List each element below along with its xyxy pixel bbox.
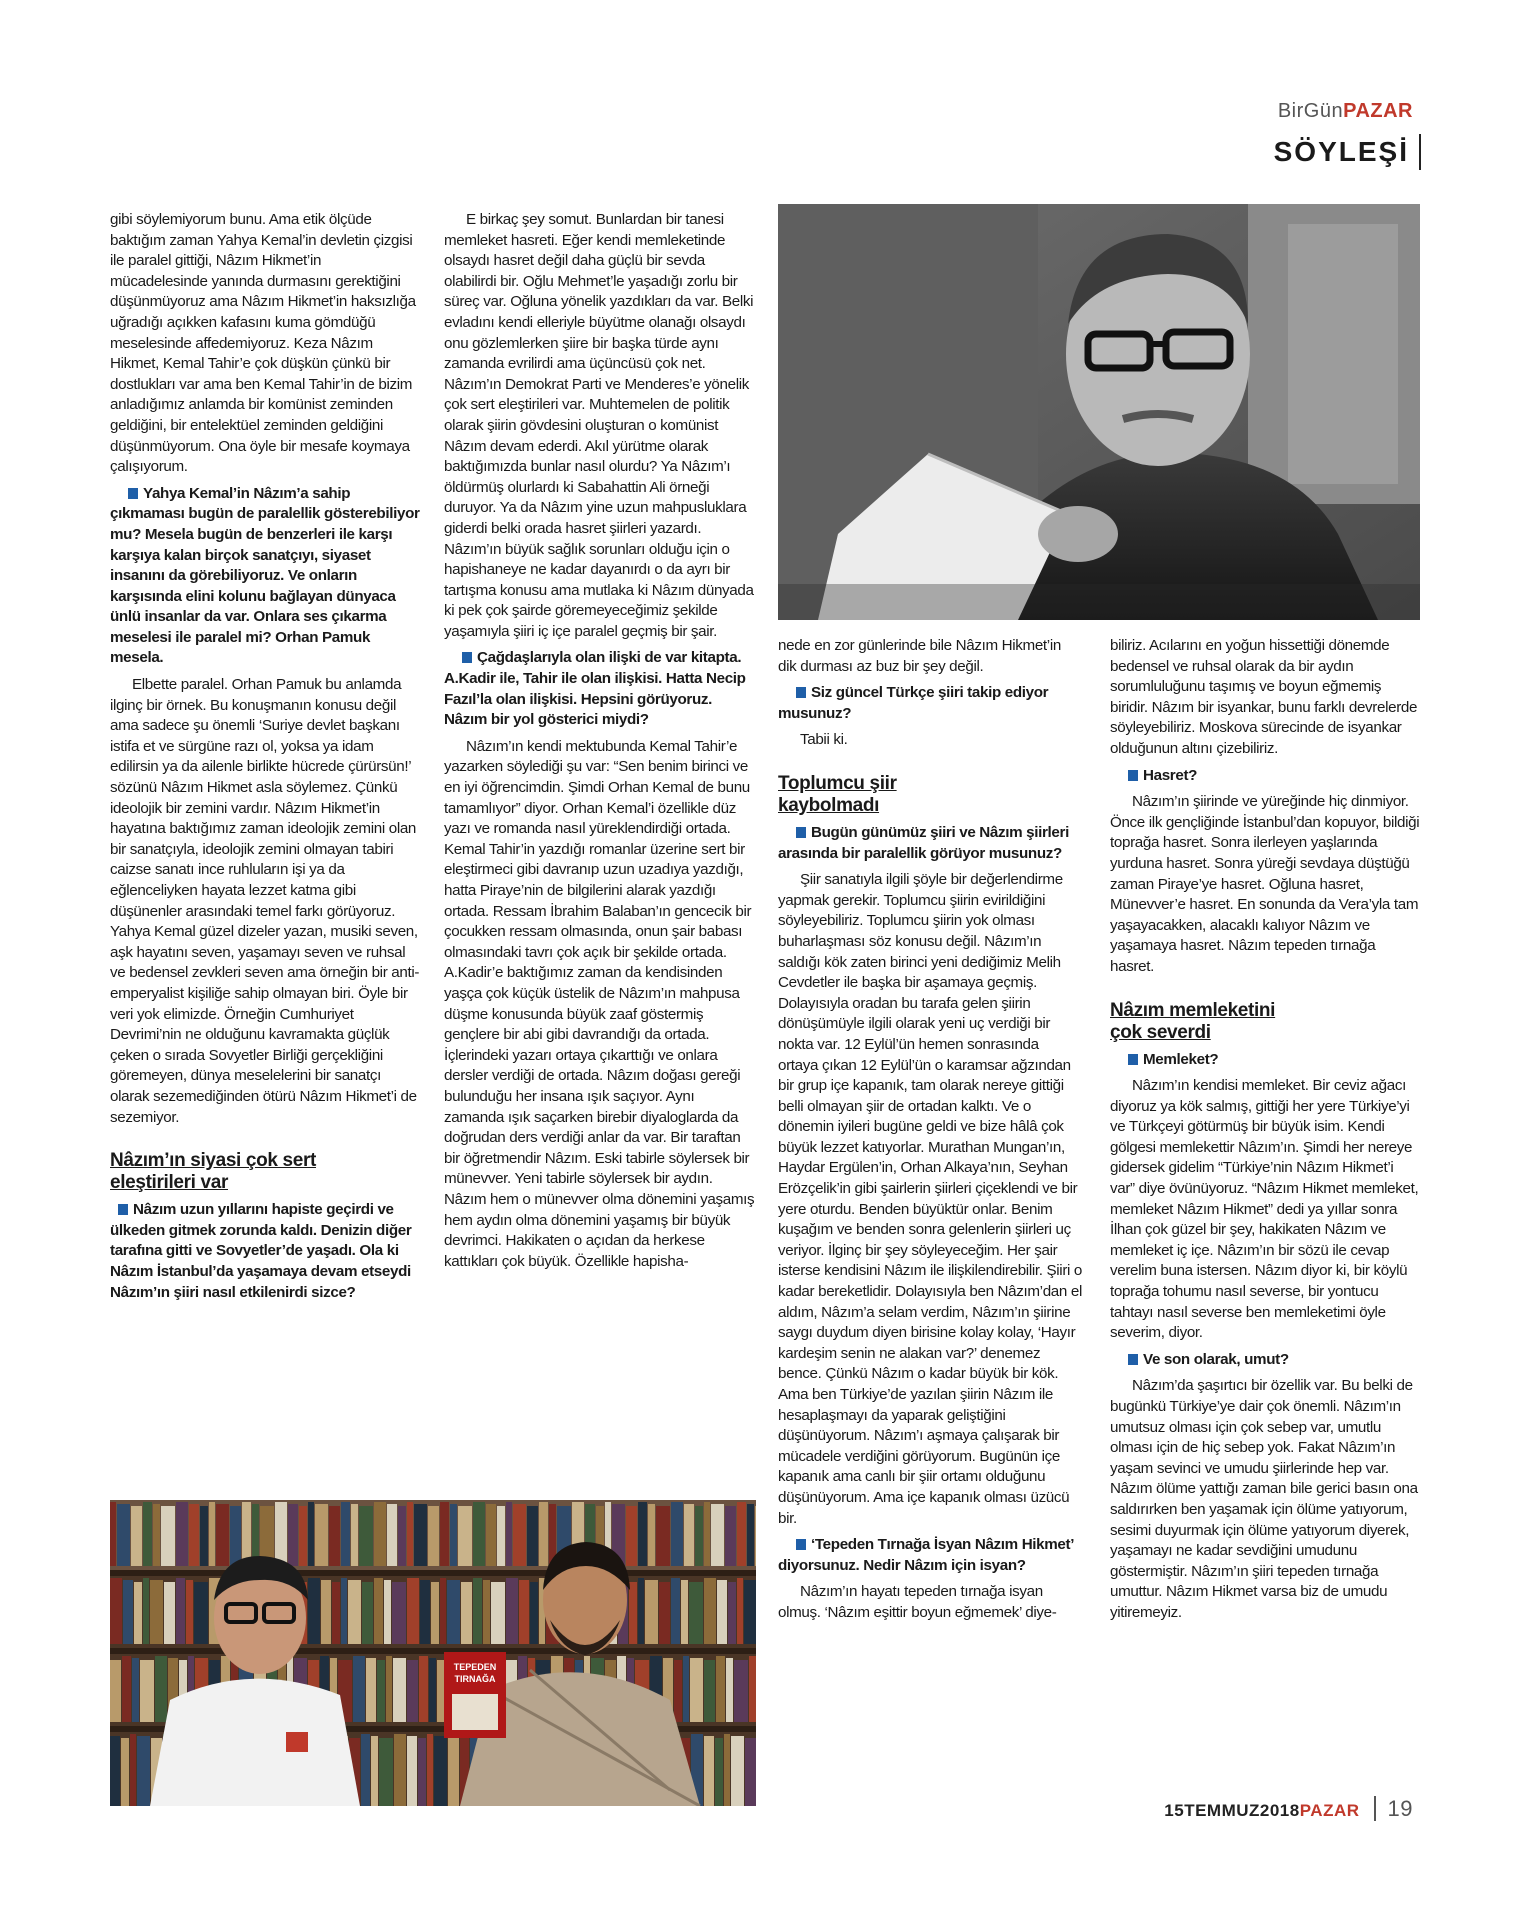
- paragraph: Nâzım’ın hayatı tepeden tırnağa isyan olmuş. ‘Nâzım eşittir boyun eğmemek’ diye-: [778, 1583, 1057, 1621]
- column-4: [1110, 636, 1420, 1630]
- book-spine: [461, 1582, 472, 1644]
- book-spine: [419, 1656, 428, 1722]
- book-spine: [715, 1738, 723, 1806]
- book-spine: [428, 1506, 439, 1566]
- book-spine: [420, 1580, 430, 1644]
- book-spine: [386, 1656, 392, 1722]
- paragraph: Elbette paralel. Orhan Pamuk bu anlamda ilginç bir örnek. Bu konuşmanın konusu değil ama sadece şu önemli ‘Suriye devlet başkanı istifa et ve sürgüne razı ol, yoksa ya idam edilirsin ya da ailenle birlikte hücrede çürürsün!’ sözünü Nâzım Hikmet asla söylemez. Çünkü ideolojik bir zemini vardır. Nâzım Hikmet’in hayatına baktığımız zaman ideolojik zemini olan bir sanatçıyla, ideolojik zemini olmayan tabiri caizse sanatı ince ruhluların işi ya da eğlenceliyken hayata lezzet katma gibi düşünenler arasındaki temel farkı görüyoruz. Yahya Kemal güzel dizeler yazan, musiki seven, aşk hayatını seven, yaşamayı seven ve ruhsal ve bedensel zevkleri seven ama örneğin bir anti-emperyalist kişiliğe sahip olmayan biri. Öyle bir veri yok elimizde. Örneğin Cumhuriyet Devrimi’nin ne olduğunu kavramakta güçlük çeken o sırada Sovyetler Birliği gerçekliğini göremeyen, dünya meselelerini bir sanatçı olarak sezemediğinden ötürü Nâzım Hikmet’i de sezemiyor.: [110, 676, 420, 1126]
- question: [778, 683, 1082, 724]
- book-spine: [321, 1580, 331, 1644]
- book-spine: [695, 1506, 703, 1566]
- section-title: SÖYLEŞİ: [1274, 134, 1421, 170]
- book-spine: [704, 1578, 716, 1644]
- book-spine: [374, 1578, 383, 1644]
- book-spine: [513, 1504, 526, 1566]
- book-spine: [745, 1738, 756, 1806]
- book-spine: [414, 1504, 427, 1566]
- book-spine: [394, 1734, 406, 1806]
- book-spine: [121, 1738, 129, 1806]
- book-spine: [110, 1660, 121, 1722]
- book-spine: [725, 1506, 736, 1566]
- book-spine: [407, 1736, 417, 1806]
- book-spine: [689, 1582, 703, 1644]
- book-spine: [638, 1502, 647, 1566]
- book-spine: [131, 1506, 142, 1566]
- book-spine: [728, 1582, 736, 1644]
- book-spine: [431, 1582, 439, 1644]
- book-spine: [659, 1582, 670, 1644]
- question-text: Çağdaşlarıyla olan ilişki de var kitapta. A.Kadir ile, Tahir ile olan ilişkisi. Hatta Necip Fazıl’la olan ilişkisi. Hepsini görüyoruz. Nâzım bir yol gösterici miydi?: [444, 649, 746, 729]
- paragraph: Nâzım’ın kendi mektubunda Kemal Tahir’e yazarken söylediği şu var: “Sen benim birinci ve en iyi öğrencimdin. Şimdi Orhan Kemal de bunu tamamlıyor” diyor. Orhan Kemal’i özellikle düz yazı ve romanda nasıl yüreklendirdiği ortada. Kemal Tahir’in yazdığı romanlar üzerine sert bir eleştirmeci gibi davranıp uzun uzadıya yazdığı, hatta Piraye’nin de bilgilerini alarak yazdığı ortada. Ressam İbrahim Balaban’ın gencecik bir çocukken ressam olmasında, onun şair babası olmasındaki tavrı çok açık bir şekilde ortada. A.Kadir’e baktığımız zaman da kendisinden yaşça çok küçük üstelik de Nâzım’ın mahpusa düşme konusunda büyük zaaf göstermiş gençlere bir abi gibi davrandığı da ortada. İçlerindeki yazarı ortaya çıkarttığı ve onlara dersler verdiği de ortada. Nâzım doğası gereği bulunduğu her insana ışık saçıyor. Aynı zamanda ışık saçarken birebir diyaloglarda da doğrudan ders verdiği anlar da var. Bir taraftan bir öğretmendir Nâzım. Eski tabirle söylersek bir münevver. Yeni tabirle söylersek bir aydın. Nâzım hem o münevver olma dönemini yaşamış hem aydın olma dönemini yaşamış bir büyük devrimci. Hakikaten o açıdan da herkese kattıkları çok büyük. Özellikle hapisha-: [444, 737, 755, 1270]
- book-spine: [275, 1502, 287, 1566]
- book-spine: [122, 1656, 131, 1722]
- book-spine: [726, 1658, 733, 1722]
- book-spine: [671, 1502, 683, 1566]
- question: [778, 1535, 1082, 1576]
- book-spine: [704, 1502, 710, 1566]
- book-spine: [150, 1580, 163, 1644]
- book-spine: [638, 1578, 644, 1644]
- book-spine: [684, 1504, 694, 1566]
- page-number: 19: [1374, 1796, 1413, 1821]
- issue-date: 15TEMMUZ2018: [1164, 1801, 1300, 1820]
- question-marker-icon: [1128, 1354, 1138, 1365]
- book-spine: [117, 1504, 130, 1566]
- question-marker-icon: [1128, 1054, 1138, 1065]
- book-spine: [140, 1660, 154, 1722]
- question: [1110, 766, 1420, 787]
- column-1: [110, 210, 420, 1309]
- question-marker-icon: [796, 687, 806, 698]
- book-spine: [497, 1506, 505, 1566]
- question-marker-icon: [462, 652, 472, 663]
- book-spine: [440, 1578, 446, 1644]
- brand-part-a: BirGün: [1277, 100, 1344, 122]
- question-text: Memleket?: [1143, 1050, 1219, 1068]
- book-spine: [527, 1506, 538, 1566]
- bookshelf-photo-illustration: [110, 1500, 756, 1806]
- book-spine: [392, 1582, 406, 1644]
- question-text: Siz güncel Türkçe şiiri takip ediyor musunuz?: [778, 684, 1049, 722]
- book-spine: [506, 1502, 512, 1566]
- book-spine: [134, 1582, 142, 1644]
- question-text: Yahya Kemal’in Nâzım’a sahip çıkmaması bugün de paralellik gösterebiliyor mu? Mesela bugün de benzerleri ile karşı karşıya kalan birçok sanatçıyı, siyaset insanını da görebiliyoruz. Ve onların karşısında elini kolunu bağlayan dünyaca ünlü insanlar da var. Onlara ses çıkarma meselesi ile paralel mi? Orhan Pamuk mesela.: [110, 484, 420, 667]
- book-spine: [486, 1504, 496, 1566]
- book-spine: [434, 1736, 447, 1806]
- question: [1110, 1350, 1420, 1371]
- brand-part-b: PAZAR: [1343, 100, 1413, 122]
- book-spine: [242, 1502, 251, 1566]
- book-spine: [362, 1582, 373, 1644]
- book-spine: [308, 1502, 314, 1566]
- book-spine: [387, 1504, 397, 1566]
- book-spine: [216, 1504, 229, 1566]
- book-spine: [332, 1582, 340, 1644]
- book-spine: [731, 1736, 744, 1806]
- book-spine: [351, 1504, 358, 1566]
- book-spine: [629, 1582, 637, 1644]
- book-spine: [681, 1580, 688, 1644]
- book-spine: [440, 1502, 449, 1566]
- question: [110, 484, 420, 669]
- book-spine: [427, 1734, 433, 1806]
- book-spine: [299, 1506, 307, 1566]
- book-spine: [407, 1578, 419, 1644]
- subheading: Nâzım memleketini çok severdi: [1110, 999, 1276, 1043]
- book-spine: [315, 1504, 328, 1566]
- book-spine: [153, 1504, 160, 1566]
- book-spine: [341, 1502, 350, 1566]
- book-spine: [473, 1578, 482, 1644]
- book-spine: [483, 1580, 490, 1644]
- book-spine: [447, 1580, 460, 1644]
- question-marker-icon: [128, 488, 138, 499]
- question-marker-icon: [118, 1204, 128, 1215]
- book-spine: [519, 1580, 529, 1644]
- book-spine: [353, 1656, 365, 1722]
- book-cover: [444, 1652, 506, 1738]
- paragraph: Tabii ki.: [800, 731, 848, 749]
- book-spine: [194, 1582, 208, 1644]
- book-spine: [744, 1580, 756, 1644]
- book-spine: [648, 1504, 655, 1566]
- column-3: [778, 636, 1082, 1630]
- question-text: Ve son olarak, umut?: [1143, 1350, 1289, 1368]
- book-spine: [176, 1502, 188, 1566]
- book-spine: [176, 1578, 185, 1644]
- book-spine: [683, 1656, 689, 1722]
- book-spine: [384, 1580, 391, 1644]
- book-spine: [429, 1658, 436, 1722]
- question-marker-icon: [796, 1539, 806, 1550]
- question: [1110, 1050, 1420, 1071]
- book-spine: [539, 1502, 548, 1566]
- book-spine: [393, 1658, 406, 1722]
- book-spine: [155, 1656, 167, 1722]
- book-spine: [341, 1578, 347, 1644]
- question-marker-icon: [796, 827, 806, 838]
- page-footer: [1164, 1796, 1413, 1822]
- book-cover-title-1: TEPEDEN: [453, 1662, 497, 1672]
- book-spine: [690, 1658, 703, 1722]
- book-spine: [348, 1580, 361, 1644]
- book-spine: [458, 1506, 472, 1566]
- book-spine: [371, 1736, 378, 1806]
- book-spine: [379, 1738, 393, 1806]
- book-spine: [200, 1506, 208, 1566]
- paragraph: E birkaç şey somut. Bunlardan bir tanesi memleket hasreti. Eğer kendi memleketinde olsaydı hasret değil daha güçlü bir sevda olabilirdi bir. Oğlu Mehmet’le yaşadığı zorlu bir süreç var. Oğluna yönelik yazdıkları da var. Belki evladını kendi elleriyle büyütme olanağı olsaydı onu gözlemlerken şiire bir başka türde aynı zamanda evrilirdi ama üçüncüsü çok net. Nâzım’ın Demokrat Parti ve Menderes’e yönelik çok sert eleştirileri var. Muhtemelen de politik olarak şiirin gövdesini oluşturan o komünist Nâzım devam ederdi. Akıl yürütme olarak baktığımızda bunlar nasıl olurdu? Ya Nâzım’ı öldürmüş olurlardı ki Sabahattin Ali örneği duruyor. Ya da Nâzım yine uzun mahpusluklara giderdi belki orada hasret şiirleri yazardı. Nâzım’ın büyük sağlık sorunları olduğu için o hapishaneye ne kadar dayanırdı o da ayrı bir tartışma konusu ama mutlaka ki Nâzım dünyada ki pek çok şairde göremeyeceğimiz şekilde yaşamıyla şiiri iç içe paralel geçmiş bir şair.: [444, 211, 754, 640]
- book-spine: [448, 1738, 459, 1806]
- question-text: Hasret?: [1143, 766, 1198, 784]
- book-spine: [704, 1660, 715, 1722]
- nazim-hikmet-photo: [778, 204, 1420, 620]
- book-spine: [366, 1658, 376, 1722]
- book-spine: [530, 1582, 538, 1644]
- book-spine: [398, 1506, 406, 1566]
- book-spine: [671, 1578, 680, 1644]
- subheading: Nâzım’ın siyasi çok sert eleştirileri var: [110, 1150, 316, 1194]
- question-text: Nâzım uzun yıllarını hapiste geçirdi ve ülkeden gitmek zorunda kaldı. Denizin diğer tarafına gitti ve Sovyetler’de yaşadı. Ola ki Nâzım İstanbul’da yaşamaya devam etseydi Nâzım’ın şiiri nasıl etkilenirdi sizce?: [110, 1201, 412, 1301]
- book-spine: [747, 1504, 754, 1566]
- subheading: Toplumcu şiir kaybolmadı: [778, 772, 897, 816]
- book-spine: [123, 1580, 133, 1644]
- question-text: Bugün günümüz şiiri ve Nâzım şiirleri arasında bir paralellik görüyor musunuz?: [778, 823, 1069, 862]
- book-spine: [491, 1582, 505, 1644]
- book-spine: [110, 1736, 120, 1806]
- question: [778, 823, 1082, 864]
- paragraph: nede en zor günlerinde bile Nâzım Hikmet’in dik durması az buz bir şey değil.: [778, 637, 1061, 675]
- book-spine: [110, 1502, 116, 1566]
- book-spine: [674, 1660, 682, 1722]
- interview-photo: [110, 1500, 756, 1806]
- brand-logo: [1278, 100, 1413, 123]
- book-spine: [418, 1738, 426, 1806]
- question-marker-icon: [1128, 770, 1138, 781]
- question-text: ‘Tepeden Tırnağa İsyan Nâzım Hikmet’ diyorsunuz. Nedir Nâzım için isyan?: [778, 1536, 1074, 1574]
- book-spine: [374, 1502, 386, 1566]
- book-spine: [143, 1502, 152, 1566]
- book-spine: [308, 1578, 320, 1644]
- paragraph: Nâzım’ın kendisi memleket. Bir ceviz ağacı diyoruz ya kök salmış, gittiği her yere Türkiye’yi ve Türkçeyi götürmüş bir büyük isim. Kendi gölgesi memlekettir Nâzım’ın. Şimdi her nereye gidersek gidelim “Türkiye’nin Nâzım Hikmet’i var” diye övünüyoruz. “Nâzım Hikmet memleket, memleket Nâzım Hikmet” dedi ya yıllar sonra İlhan çok güzel bir şey, hakikaten Nâzım ve memleket iç içe. Nâzım’ın bir sözü ile cevap verelim buna istersen. Nâzım diyor ki, bir köylü toprağa tohumu nasıl severse, bir yontucu tahtayı nasıl severse ben memleketimi öyle severim, diyor.: [1110, 1077, 1419, 1342]
- paragraph: Şiir sanatıyla ilgili şöyle bir değerlendirme yapmak gerekir. Toplumcu şiirin evirildiğini söyleyebiliriz. Toplumcu şiirin yok olması buharlaşması söz konusu değil. Nâzım’ın saldığı kök zaten birinci yeni dediğimiz Melih Cevdetler ile başka bir aşamaya geçmiş. Dolayısıyla oradan bu tarafa gelen şiirin dönüşümüyle ilgili olarak yeni uç verdiği bir nokta var. 12 Eylül’ün hemen sonrasında ortaya çıkan 12 Eylül’ün o karamsar ağzından bir grup içe kapanık, tam olarak nereye gittiği belli olmayan şiir de ortadan kalktı. Ve o dönemin iyileri bugüne geldi ve bize hâlâ çok büyük lezzet katıyorlar. Murathan Mungan’ın, Haydar Ergülen’in, Orhan Alkaya’nın, Seyhan Erözçelik’in gibi şairlerin şiirleri çiçeklendi ve bir yere oturdu. Benden büyüktür onlar. Benim kuşağım ve benden sonra gelenlerin şiirleri uç veriyor. İlginç bir şey söyleyeceğim. Her şair isterse kendisini Nâzım ile ilişkilendirebilir. Şiiri o kadar bereketlidir. Dolayısıyla ben Nâzım’dan el aldım, Nâzım’a selam verdim, Nâzım’ın şiirine saygı duydum diyen birisine kolay kolay, ‘Hayır kardeşim senin ne alakan var?’ denemez bence. Çünkü Nâzım o kadar büyük bir kök. Ama ben Türkiye’de yazılan şiirin Nâzım ile hesaplaşmayı da yaparak geliştiğini düşünüyorum. Nâzım’ı aşmaya çalışarak bir mücadele verdiğini görüyorum. Bugünün içe kapanık ama canlı bir şiir ortamı olduğunu düşünüyorum. Ama içe kapanık olması üzücü bir.: [778, 871, 1083, 1527]
- book-spine: [143, 1578, 149, 1644]
- book-cover-title-2: TIRNAĞA: [454, 1674, 496, 1684]
- book-spine: [209, 1502, 215, 1566]
- question: [110, 1200, 420, 1303]
- book-spine: [626, 1506, 637, 1566]
- book-spine: [132, 1658, 139, 1722]
- book-spine: [329, 1506, 340, 1566]
- book-spine: [450, 1504, 457, 1566]
- book-spine: [110, 1578, 122, 1644]
- paragraph: Nâzım’ın şiirinde ve yüreğinde hiç dinmiyor. Önce ilk gençliğinde İstanbul’dan kopuyor, bildiği toprağa hasret. Sonra ilerleyen yaşlarında yurduna hasret. Sonra yüreği sevdaya düştüğü zaman Piraye’ye hasret. Oğluna hasret, Münevver’e hasret. En sonunda da Vera’yla tam yaşayacakken, alacaklı kalıyor Nâzım ve yaşamaya hasret. Nâzım tepeden tırnağa hasret.: [1110, 793, 1420, 975]
- book-spine: [189, 1504, 199, 1566]
- book-spine: [359, 1506, 373, 1566]
- book-spine: [711, 1504, 724, 1566]
- paragraph: Nâzım’da şaşırtıcı bir özellik var. Bu belki de bugünkü Türkiye’ye dair çok önemli. Nâzım’ın umutsuz olması için çok sebep var, umutlu olması için de hiç sebep yok. Fakat Nâzım’ın yaşam sevinci ve umudu şiirlerinde hep var. Nâzım ölüme yattığı zaman bile gerici basın ona saldırırken ben yaşamak için ölüme yatıyorum, sesimi duyurmak için ölüme yatıyorum diyerek, yaşamayı ne kadar sevdiğini umudunu göstermiştir. Nâzım’ın şiiri tepeden tırnağa umuttur. Nâzım Hikmet varsa biz de umudu yitiremeyiz.: [1110, 1377, 1418, 1621]
- book-spine: [737, 1502, 746, 1566]
- book-spine: [473, 1502, 485, 1566]
- book-spine: [716, 1656, 725, 1722]
- column-2: [444, 210, 756, 1278]
- book-spine: [164, 1582, 175, 1644]
- book-spine: [704, 1736, 714, 1806]
- book-spine: [361, 1734, 370, 1806]
- book-spine: [230, 1506, 241, 1566]
- footer-brand: PAZAR: [1299, 1801, 1360, 1820]
- book-spine: [737, 1578, 743, 1644]
- book-spine: [749, 1656, 756, 1722]
- book-spine: [724, 1734, 730, 1806]
- book-spine: [407, 1502, 413, 1566]
- book-spine: [506, 1578, 518, 1644]
- book-spine: [656, 1506, 670, 1566]
- book-spine: [130, 1734, 136, 1806]
- paragraph: biliriz. Acılarını en yoğun hissettiği dönemde bedensel ve ruhsal olarak da bir aydın sorumluluğunu taşımış ve boyun eğmemiş biridir. Nâzım bir isyankar, bunu farklı devrelerde söyleyebiliriz. Moskova sürecinde de isyankar olduğunun altını çizebiliriz.: [1110, 637, 1418, 757]
- question: [444, 648, 756, 730]
- book-spine: [161, 1506, 175, 1566]
- book-spine: [755, 1506, 756, 1566]
- book-spine: [645, 1580, 658, 1644]
- book-spine: [137, 1736, 150, 1806]
- paragraph: gibi söylemiyorum bunu. Ama etik ölçüde baktığım zaman Yahya Kemal’in devletin çizgisi ile paralel gittiği, Nâzım Hikmet’in mücadelesinde yanında durmasını gerektiğini düşünmüyoruz ama Nâzım Hikmet’in haksızlığa uğradığı açıkken kafasını kuma gömdüğü meselesinde affedemiyoruz. Keza Nâzım Hikmet, Kemal Tahir’e çok düşkün çünkü bir dostlukları var ama ben Kemal Tahir’in de bizim anladığımız anlamda bir komünist zeminden geldiğini, bir entelektüel zeminden geldiğini düşünmüyorum. Ona öyle bir mesafe koymaya çalışıyorum.: [110, 211, 416, 476]
- book-spine: [377, 1660, 385, 1722]
- book-spine: [407, 1660, 418, 1722]
- portrait-illustration: [778, 204, 1420, 620]
- book-spine: [734, 1660, 748, 1722]
- book-spine: [186, 1580, 193, 1644]
- book-spine: [717, 1580, 727, 1644]
- book-spine: [288, 1504, 298, 1566]
